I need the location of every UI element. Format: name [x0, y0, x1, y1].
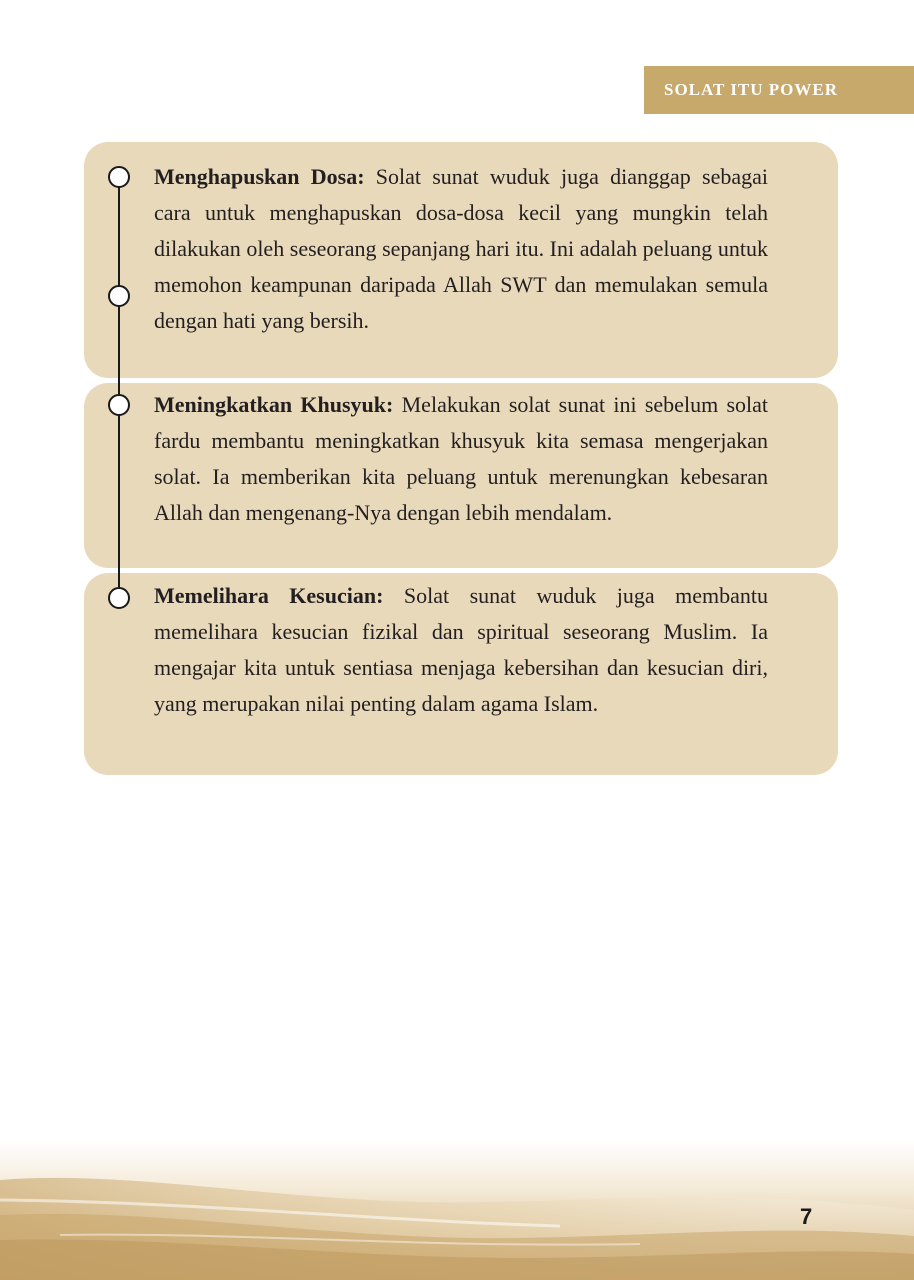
- running-header: [644, 66, 914, 114]
- list-item: [84, 573, 838, 775]
- timeline-node-icon: [108, 587, 130, 609]
- item-text: [154, 159, 768, 339]
- item-heading: Meningkatkan Khusyuk:: [154, 392, 394, 417]
- running-header-title: SOLAT ITU POWER: [664, 80, 839, 99]
- item-heading: Memelihara Kesucian:: [154, 583, 384, 608]
- timeline-line: [118, 177, 120, 599]
- footer-landscape-decoration: [0, 1140, 914, 1280]
- item-text: [154, 387, 768, 531]
- list-item: [84, 383, 838, 568]
- item-text: [154, 578, 768, 722]
- item-body: Solat sunat wuduk juga dianggap sebagai cara untuk menghapuskan dosa-dosa kecil yang mungkin telah dilakukan oleh seseorang sepanjang hari itu. Ini adalah peluang untuk memohon keampunan daripada Allah SWT dan memulakan semula dengan hati yang bersih.: [154, 164, 769, 333]
- timeline-node-icon: [108, 285, 130, 307]
- item-body: Melakukan solat sunat ini sebelum solat fardu membantu meningkatkan khusyuk kita semasa mengerjakan solat. Ia memberikan kita peluang untuk merenungkan kebesaran Allah dan mengenang-Nya dengan lebih mendalam.: [154, 392, 768, 525]
- list-item: [84, 142, 838, 378]
- page-number: 7: [800, 1204, 813, 1229]
- timeline-node-icon: [108, 166, 130, 188]
- item-heading: Menghapuskan Dosa:: [154, 164, 365, 189]
- item-body: Solat sunat wuduk juga membantu memelihara kesucian fizikal dan spiritual seseorang Muslim. Ia mengajar kita untuk sentiasa menjaga kebersihan dan kesucian diri, yang merupakan nilai penting dalam agama Islam.: [154, 583, 769, 716]
- timeline-node-icon: [108, 394, 130, 416]
